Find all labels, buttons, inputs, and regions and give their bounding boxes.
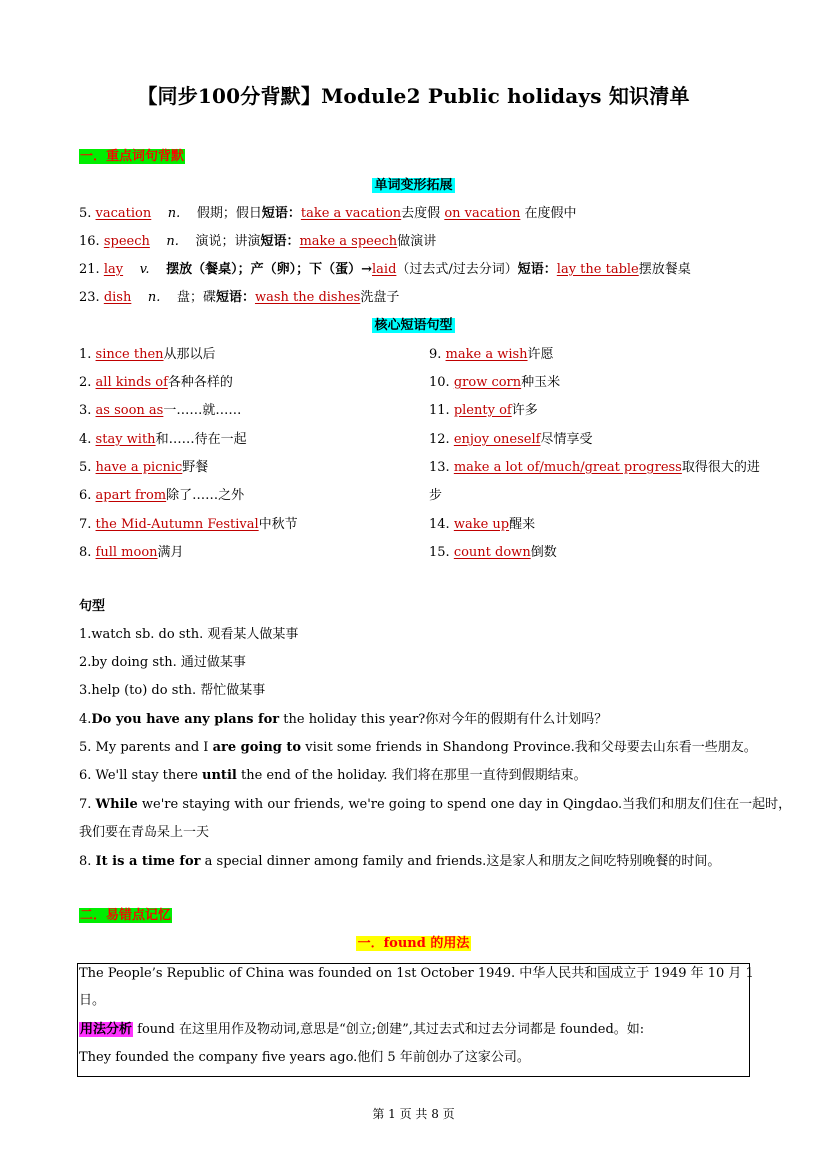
- list-item: 步: [429, 488, 443, 503]
- list-item: 13. make a lot of/much/great progress取得很大的进: [429, 460, 760, 475]
- list-item: 5. My parents and I are going to visit some friends in Shandong Province.我和父母要去山东看一些朋友。: [79, 740, 757, 755]
- vocab-row: 5. vacation n. 假期；假日短语：take a vacation去度假 on vacation 在度假中: [79, 206, 577, 221]
- list-item-continued: 我们要在青岛呆上一天: [79, 825, 210, 840]
- box-line: 日。: [79, 993, 106, 1008]
- list-item: 6. We'll stay there until the end of the holiday. 我们将在那里一直待到假期结束。: [79, 768, 587, 783]
- list-item: 6. apart from除了……之外: [79, 488, 245, 503]
- sub-heading-phrases: 核心短语句型: [374, 318, 453, 333]
- usage-tag: 用法分析: [80, 1022, 133, 1037]
- sentence-heading: 句型: [79, 599, 106, 614]
- vocab-row: 21. lay v. 摆放（餐桌）；产（卵）；下（蛋）→laid（过去式/过去分词）短语：lay the table摆放餐桌: [79, 262, 691, 277]
- list-item: 14. wake up醒来: [429, 517, 536, 532]
- page-title: 【同步100分背默】Module2 Public holidays 知识清单: [137, 84, 690, 108]
- vocab-row: 23. dish n. 盘；碟短语：wash the dishes洗盘子: [79, 290, 400, 305]
- box-line: The People’s Republic of China was founded on 1st October 1949. 中华人民共和国成立于 1949 年 10 月 1: [79, 966, 754, 981]
- list-item: 12. enjoy oneself尽情享受: [429, 432, 593, 447]
- list-item: 1.watch sb. do sth. 观看某人做某事: [79, 627, 299, 642]
- list-item: 11. plenty of许多: [429, 403, 538, 418]
- list-item: 7. While we're staying with our friends, we're going to spend one day in Qingdao.当我们和朋友们住在一起时，: [79, 797, 792, 812]
- list-item: 4.Do you have any plans for the holiday this year?你对今年的假期有什么计划吗？: [79, 712, 608, 727]
- section-heading-2: 二．易错点记忆: [80, 908, 172, 923]
- list-item: 2.by doing sth. 通过做某事: [79, 655, 246, 670]
- vocab-row: 16. speech n. 演说；讲演短语：make a speech做演讲: [79, 234, 437, 249]
- list-item: 9. make a wish许愿: [429, 347, 554, 362]
- sub-heading-found: 一．found 的用法: [357, 936, 470, 951]
- list-item: 15. count down倒数: [429, 545, 557, 560]
- list-item: 8. It is a time for a special dinner among family and friends.这是家人和朋友之间吃特别晚餐的时间。: [79, 854, 721, 869]
- list-item: 1. since then从那以后: [79, 347, 216, 362]
- box-line: 用法分析 found 在这里用作及物动词,意思是“创立;创建”,其过去式和过去分词都是 founded。如:: [80, 1022, 645, 1037]
- list-item: 8. full moon满月: [79, 545, 184, 560]
- list-item: 2. all kinds of各种各样的: [79, 375, 233, 390]
- list-item: 10. grow corn种玉米: [429, 375, 561, 390]
- list-item: 4. stay with和……待在一起: [79, 432, 247, 447]
- box-line: They founded the company five years ago.他们 5 年前创办了这家公司。: [79, 1050, 530, 1065]
- list-item: 5. have a picnic野餐: [79, 460, 209, 475]
- sub-heading-vocab: 单词变形拓展: [374, 178, 453, 193]
- list-item: 3. as soon as一……就……: [79, 403, 242, 418]
- list-item: 3.help (to) do sth. 帮忙做某事: [79, 683, 266, 698]
- list-item: 7. the Mid-Autumn Festival中秋节: [79, 517, 298, 532]
- section-heading-1: 一．重点词句背默: [80, 149, 185, 164]
- page-footer: 第 1 页 共 8 页: [372, 1107, 455, 1121]
